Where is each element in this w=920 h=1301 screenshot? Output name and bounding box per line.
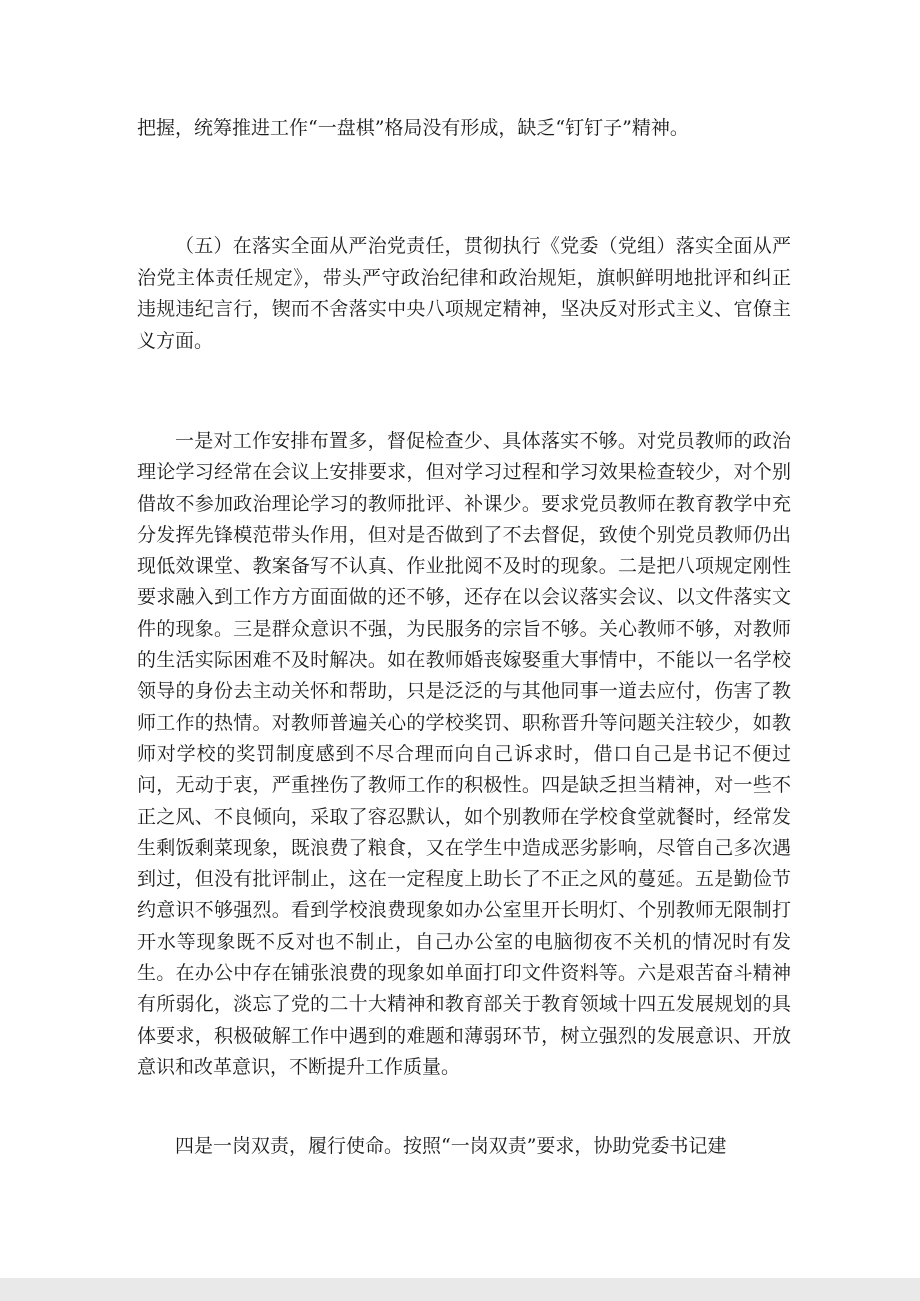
paragraph-one-post-two-duties: 四是一岗双责，履行使命。按照“一岗双责”要求，协助党委书记建: [175, 1135, 727, 1157]
paragraph-continuation: 把握，统筹推进工作“一盘棋”格局没有形成，缺乏“钉钉子”精神。: [137, 117, 689, 139]
page-bottom-strip: [0, 1278, 920, 1301]
paragraph-problems-list: 一是对工作安排布置多，督促检查少、具体落实不够。对党员教师的政治理论学习经常在会议上安排要求，但对学习过程和学习效果检查较少，对个别借故不参加政治理论学习的教师批评、补课少。要求党员教师在教育教学中充分发挥先锋模范带头作用，但对是否做到了不去督促，致使个别党员教师仍出现低效课堂、教案备写不认真、作业批阅不及时的现象。二是把八项规定刚性要求融入到工作方方面面做的还不够，还存在以会议落实会议、以文件落实文件的现象。三是群众意识不强，为民服务的宗旨不够。关心教师不够，对教师的生活实际困难不及时解决。如在教师婚丧嫁娶重大事情中，不能以一名学校领导的身份去主动关怀和帮助，只是泛泛的与其他同事一道去应付，伤害了教师工作的热情。对教师普遍关心的学校奖罚、职称晋升等问题关注较少，如教师对学校的奖罚制度感到不尽合理而向自己诉求时，借口自己是书记不便过问，无动于衷，严重挫伤了教师工作的积极性。四是缺乏担当精神，对一些不正之风、不良倾向，采取了容忍默认，如个别教师在学校食堂就餐时，经常发生剩饭剩菜现象，既浪费了粮食，又在学生中造成恶劣影响，尽管自己多次遇到过，但没有批评制止，这在一定程度上助长了不正之风的蔓延。五是勤俭节约意识不够强烈。看到学校浪费现象如办公室里开长明灯、个别教师无限制打开水等现象既不反对也不制止，自己办公室的电脑彻夜不关机的情况时有发生。在办公中存在铺张浪费的现象如单面打印文件资料等。六是艰苦奋斗精神有所弱化，淡忘了党的二十大精神和教育部关于教育领域十四五发展规划的具体要求，积极破解工作中遇到的难题和薄弱环节，树立强烈的发展意识、开放意识和改革意识，不断提升工作质量。: [137, 430, 791, 1078]
paragraph-section-five: （五）在落实全面从严治党责任，贯彻执行《党委（党组）落实全面从严治党主体责任规定》，带头严守政治纪律和政治规矩，旗帜鲜明地批评和纠正违规违纪言行，锲而不舍落实中央八项规定精神，坚决反对形式主义、官僚主义方面。: [137, 235, 791, 352]
